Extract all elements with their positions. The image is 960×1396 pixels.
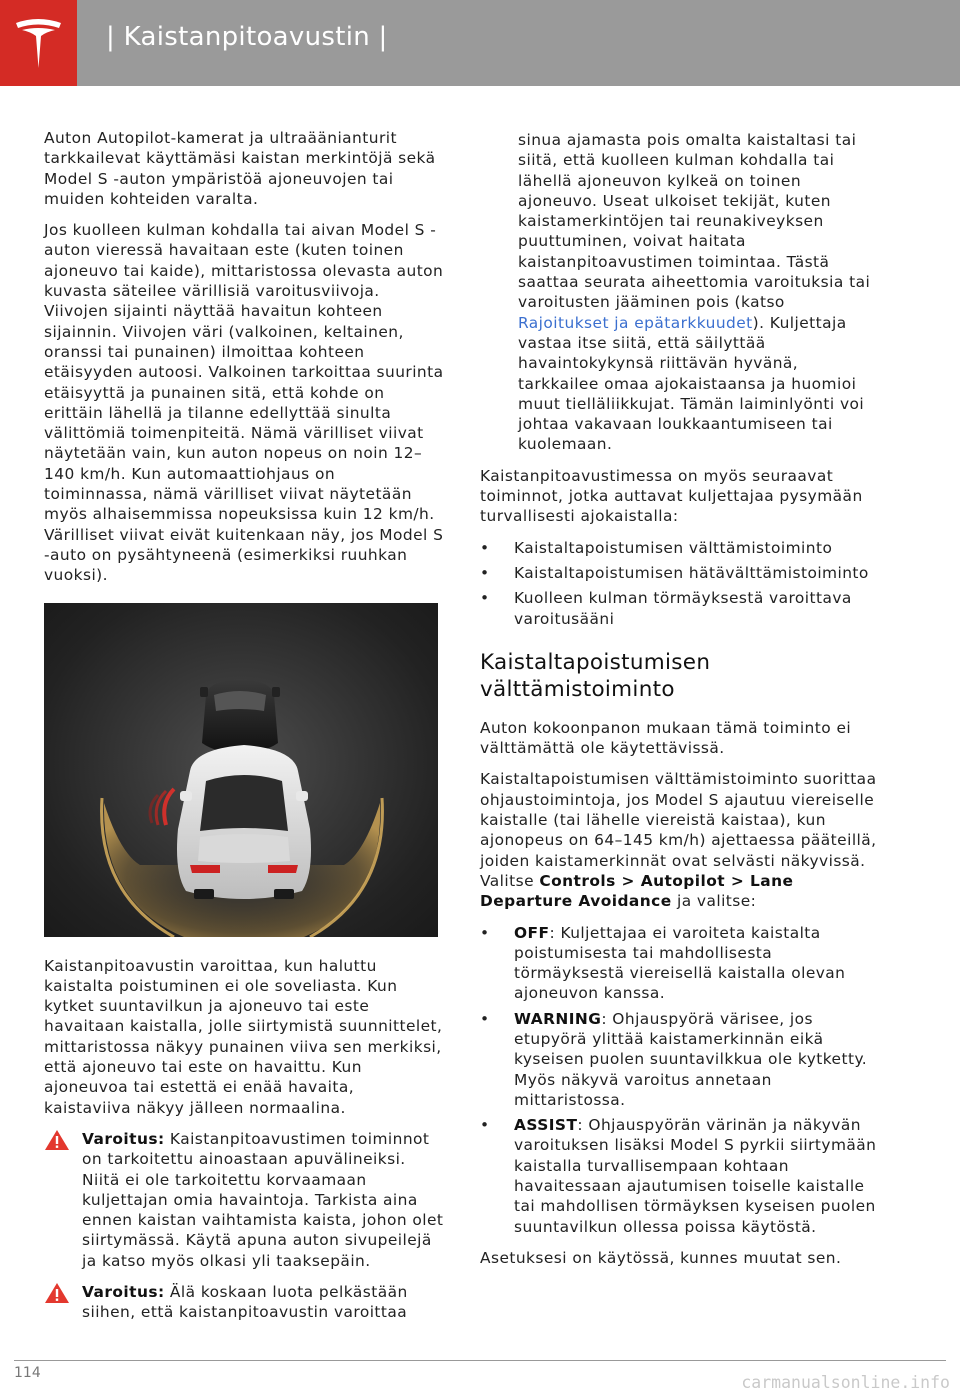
menu-path-separator: >	[615, 871, 641, 890]
option-name: OFF	[514, 923, 550, 942]
option-item	[480, 1115, 880, 1237]
warning-triangle-icon	[44, 1129, 70, 1151]
warning-text: Älä koskaan luota pelkästään siihen, että kaistanpitoavustin varoittaa	[82, 1282, 408, 1322]
paragraph	[480, 769, 880, 911]
option-list	[480, 923, 880, 1237]
warning-label: Varoitus:	[82, 1282, 165, 1301]
bullet: •	[480, 923, 490, 942]
right-column	[480, 130, 880, 1279]
list-item	[480, 563, 880, 583]
tesla-logo-icon	[10, 14, 67, 72]
left-column	[44, 128, 444, 1334]
bullet: •	[480, 538, 490, 557]
paragraph: Kaistanpitoavustin varoittaa, kun haluttu kaistalta poistuminen ei ole soveliasta. Kun kytket suuntavilkun ja ajoneuvo tai este havaitaan kaistalla, jolle siirtymistä suunnittelet, mittaristossa näkyy punainen viiva sen merkiksi, että ajoneuvo tai este on havaittu. Kun ajoneuvoa tai estettä ei enää havaita, kaistaviiva näkyy jälleen normaalina.	[44, 956, 443, 1117]
page-number: 114	[14, 1365, 41, 1381]
list-item-text: Kaistaltapoistumisen hätävälttämistoiminto	[514, 563, 869, 582]
warning-label: Varoitus:	[82, 1129, 165, 1148]
bullet: •	[480, 589, 490, 608]
paragraph: Jos kuolleen kulman kohdalla tai aivan Model S -auton vieressä havaitaan este (kuten toinen ajoneuvo tai kaide), mittaristossa olevasta auton kuvasta säteilee värillisiä varoitusviivoja. Viivojen sijainti näyttää havaitun kohteen sijainnin. Viivojen väri (valkoinen, keltainen, oranssi tai punainen) ilmoittaa kohteen etäisyyden autoosi. Valkoinen tarkoittaa suurinta etäisyyttä ja punainen sitä, että kohde on erittäin lähellä ja tilanne edellyttää sinulta välittömiä toimenpiteitä. Nämä värilliset viivat näytetään vain, kun auton nopeus on noin 12–140 km/h. Kun automaattiohjaus on toiminnassa, nämä värilliset viivat näytetään myös alhaisemmissa nopeuksissa kuin 12 km/h. Värilliset viivat eivät kuitenkaan näy, jos Model S -auto on pysähtyneenä (esimerkiksi ruuhkan vuoksi).	[44, 221, 444, 585]
menu-path-lane-departure-avoidance: Lane Departure Avoidance	[480, 871, 794, 911]
option-desc: : Kuljettajaa ei varoiteta kaistalta poistumisesta tai mahdollisesta törmäyksestä viereisellä kaistalla olevan ajoneuvon kanssa.	[514, 923, 846, 1003]
header-bar	[0, 0, 960, 86]
watermark: carmanualsonline.info	[741, 1373, 950, 1392]
warning-continuation-text: ). Kuljettaja vastaa itse siitä, että säilyttää havaintokykynsä riittävän hyvänä, tarkkailee omaa ajokaistaansa ja huomioi muut tielläliikkujat. Tämän laiminlyönti voi johtaa vakavaan loukkaantumiseen tai kuolemaan.	[518, 313, 865, 454]
footer-divider	[14, 1360, 946, 1361]
section-heading: Kaistaltapoistumisen välttämistoiminto	[480, 649, 711, 702]
option-desc: : Ohjauspyörä värisee, jos etupyörä ylittää kaistamerkinnän eikä kyseisen puolen suuntavilkkua ole kytketty. Myös näkyvä varoitus annetaan mittaristossa.	[514, 1009, 868, 1109]
bullet: •	[480, 1116, 490, 1135]
menu-path-autopilot: Autopilot	[640, 871, 726, 890]
paragraph: Auton kokoonpanon mukaan tämä toiminto ei välttämättä ole käytettävissä.	[480, 718, 852, 758]
list-item-text: Kaistaltapoistumisen välttämistoiminto	[514, 538, 833, 557]
menu-path-controls: Controls	[539, 871, 616, 890]
warning-text: Kaistanpitoavustimen toiminnot on tarkoitettu ainoastaan apuvälineiksi. Niitä ei ole tarkoitettu korvaamaan kuljettajan omia havaintoja. Tarkista aina ennen kaistan vaihtamista kaista, johon olet siirtymässä. Käytä apuna auton sivupeilejä ja katso myös olkasi yli taaksepäin.	[82, 1129, 444, 1270]
blind-spot-illustration	[44, 603, 438, 937]
option-name: WARNING	[514, 1009, 602, 1028]
page-title: | Kaistanpitoavustin |	[106, 22, 388, 52]
list-item-text: Kuolleen kulman törmäyksestä varoittava varoitusääni	[514, 589, 852, 628]
tesla-logo	[0, 0, 77, 86]
feature-list	[480, 538, 880, 629]
bullet: •	[480, 563, 490, 582]
list-item	[480, 538, 880, 558]
warning-block	[44, 1282, 444, 1323]
car-ahead	[200, 679, 280, 753]
warning-triangle-icon	[44, 1282, 70, 1304]
blind-spot-warning-arcs	[150, 789, 174, 825]
paragraph: Auton Autopilot-kamerat ja ultraäänianturit tarkkailevat käyttämäsi kaistan merkintöjä sekä Model S -auton ympäristöä ajoneuvojen tai muiden kohteiden varalta.	[44, 129, 436, 208]
warning-block	[44, 1129, 444, 1271]
option-item	[480, 1009, 880, 1110]
cars-illustration	[44, 603, 438, 937]
warning-continuation-text: sinua ajamasta pois omalta kaistaltasi tai siitä, että kuolleen kulman kohdalla tai lähellä ajoneuvon kylkeä on toinen ajoneuvo. Useat ulkoiset tekijät, kuten kaistamerkintöjen tai reunakiveyksen puuttuminen, voivat haitata kaistanpitoavustimen toimintaa. Tästä saattaa seurata aiheettomia varoituksia tai varoitusten jääminen pois (katso	[518, 131, 871, 312]
paragraph-text: ja valitse:	[671, 892, 757, 911]
warning-continuation	[480, 130, 880, 455]
list-item	[480, 588, 880, 629]
own-car	[177, 745, 311, 899]
option-name: ASSIST	[514, 1116, 578, 1135]
option-item	[480, 923, 880, 1004]
option-desc: : Ohjauspyörän värinän ja näkyvän varoituksen lisäksi Model S pyrkii siirtymään kaistalla turvallisempaan kohtaan havaitessaan ajautumisen toiselle kaistalle tai mahdollisen törmäyksen kyseisen puolen suuntavilkun ollessa poissa käytöstä.	[514, 1116, 877, 1236]
paragraph: Asetuksesi on käytössä, kunnes muutat sen.	[480, 1248, 842, 1267]
bullet: •	[480, 1009, 490, 1028]
limitations-link[interactable]: Rajoitukset ja epätarkkuudet	[518, 313, 753, 332]
menu-path-separator: >	[725, 871, 751, 890]
paragraph-text: Kaistaltapoistumisen välttämistoiminto suorittaa ohjaustoimintoja, jos Model S ajautuu viereiselle kaistalle (tai lähelle viereistä kaistaa), kun ajonopeus on 64–145 km/h) ajettaessa pääteillä, joiden kaistamerkinnät ovat selvästi näkyvissä. Valitse	[480, 770, 877, 890]
paragraph: Kaistanpitoavustimessa on myös seuraavat toiminnot, jotka auttavat kuljettajaa pysymään turvallisesti ajokaistalla:	[480, 466, 863, 526]
